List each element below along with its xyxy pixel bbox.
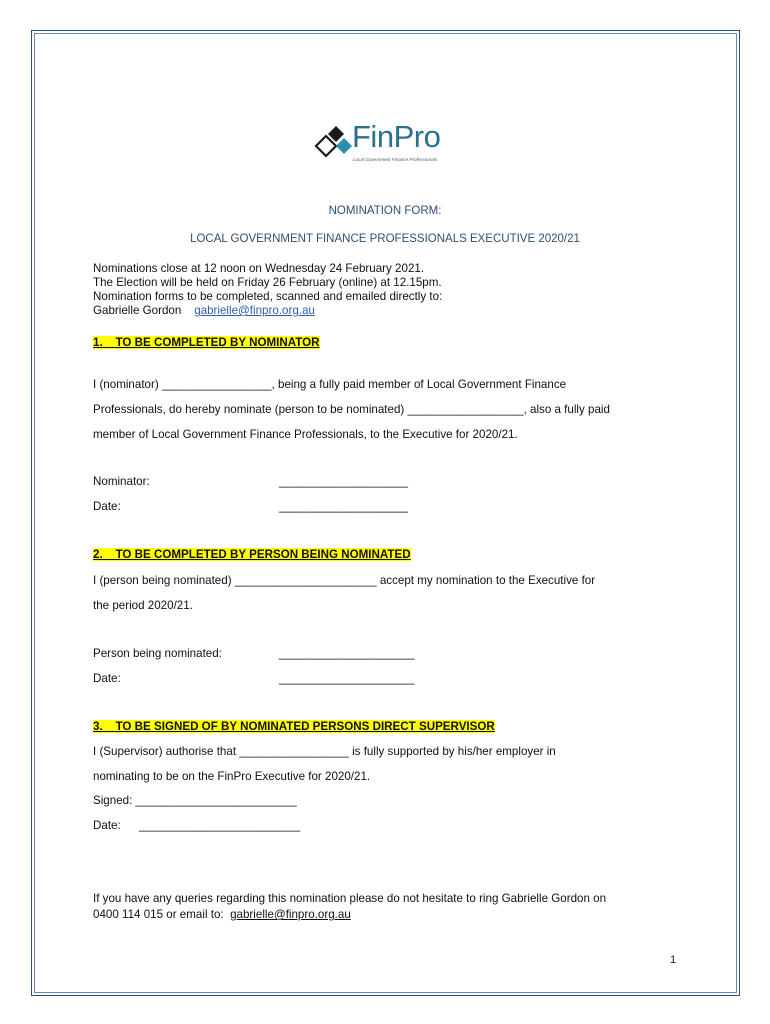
form-subtitle: LOCAL GOVERNMENT FINANCE PROFESSIONALS EXECUTIVE 2020/21	[190, 233, 580, 245]
contact-email-link[interactable]: gabrielle@finpro.org.au	[194, 304, 315, 317]
logo-subtitle: Local Government Finance Professionals	[353, 157, 438, 162]
footer-phone-text: 0400 114 015 or email to:	[93, 908, 224, 921]
section2-para-line2: the period 2020/21.	[93, 599, 193, 612]
nominator-signature-field[interactable]: ____________________	[279, 475, 408, 488]
section1-para-line3: member of Local Government Finance Professionals, to the Executive for 2020/21.	[93, 428, 518, 441]
section3-number: 3.	[93, 720, 103, 733]
person-nominated-field[interactable]: _____________________	[279, 647, 415, 660]
section2-number: 2.	[93, 548, 103, 561]
intro-contact	[93, 304, 442, 318]
person-date-field[interactable]: _____________________	[279, 672, 415, 685]
section3-para-line2: nominating to be on the FinPro Executive for 2020/21.	[93, 770, 371, 783]
section2-title: TO BE COMPLETED BY PERSON BEING NOMINATED	[115, 548, 411, 561]
page-border	[31, 30, 740, 996]
section1-heading	[93, 336, 320, 349]
section3-title: TO BE SIGNED OF BY NOMINATED PERSONS DIRECT SUPERVISOR	[115, 720, 495, 733]
form-title: NOMINATION FORM:	[328, 205, 442, 217]
logo-wordmark: FinPro	[352, 119, 441, 154]
supervisor-signed-field[interactable]: Signed: _________________________	[93, 794, 297, 807]
supervisor-date-field[interactable]: _________________________	[139, 819, 301, 832]
section2-heading	[93, 548, 411, 561]
section1-para-line2: Professionals, do hereby nominate (person to be nominated) __________________, also a fully paid	[93, 403, 610, 416]
section2-para-line1: I (person being nominated) ______________________ accept my nomination to the Executive for	[93, 574, 596, 587]
intro-instructions: Nomination forms to be completed, scanned and emailed directly to:	[93, 290, 443, 303]
finpro-logo-mark	[312, 124, 356, 168]
section1-number: 1.	[93, 336, 103, 349]
contact-name: Gabrielle Gordon	[93, 304, 182, 317]
footer-query-line1: If you have any queries regarding this nomination please do not hesitate to ring Gabrielle Gordon on	[93, 892, 607, 905]
section3-heading	[93, 720, 495, 733]
section1-para-line1: I (nominator) _________________, being a fully paid member of Local Government Finance	[93, 378, 567, 391]
footer-query-line2	[93, 908, 351, 921]
person-date-label: Date:	[93, 672, 121, 685]
supervisor-date-label: Date:	[93, 819, 121, 832]
person-nominated-label: Person being nominated:	[93, 647, 222, 660]
page-number: 1	[670, 954, 677, 966]
nominator-date-field[interactable]: ____________________	[279, 500, 408, 513]
nominator-label: Nominator:	[93, 475, 150, 488]
nominator-date-label: Date:	[93, 500, 121, 513]
intro-election-date: The Election will be held on Friday 26 February (online) at 12.15pm.	[93, 276, 442, 289]
finpro-logo	[312, 119, 462, 170]
intro-block	[93, 262, 442, 318]
section1-title: TO BE COMPLETED BY NOMINATOR	[115, 336, 320, 349]
footer-email-link[interactable]: gabrielle@finpro.org.au	[230, 908, 351, 921]
intro-close-date: Nominations close at 12 noon on Wednesday 24 February 2021.	[93, 262, 425, 275]
section3-para-line1: I (Supervisor) authorise that _________________ is fully supported by his/her employer in	[93, 745, 556, 758]
